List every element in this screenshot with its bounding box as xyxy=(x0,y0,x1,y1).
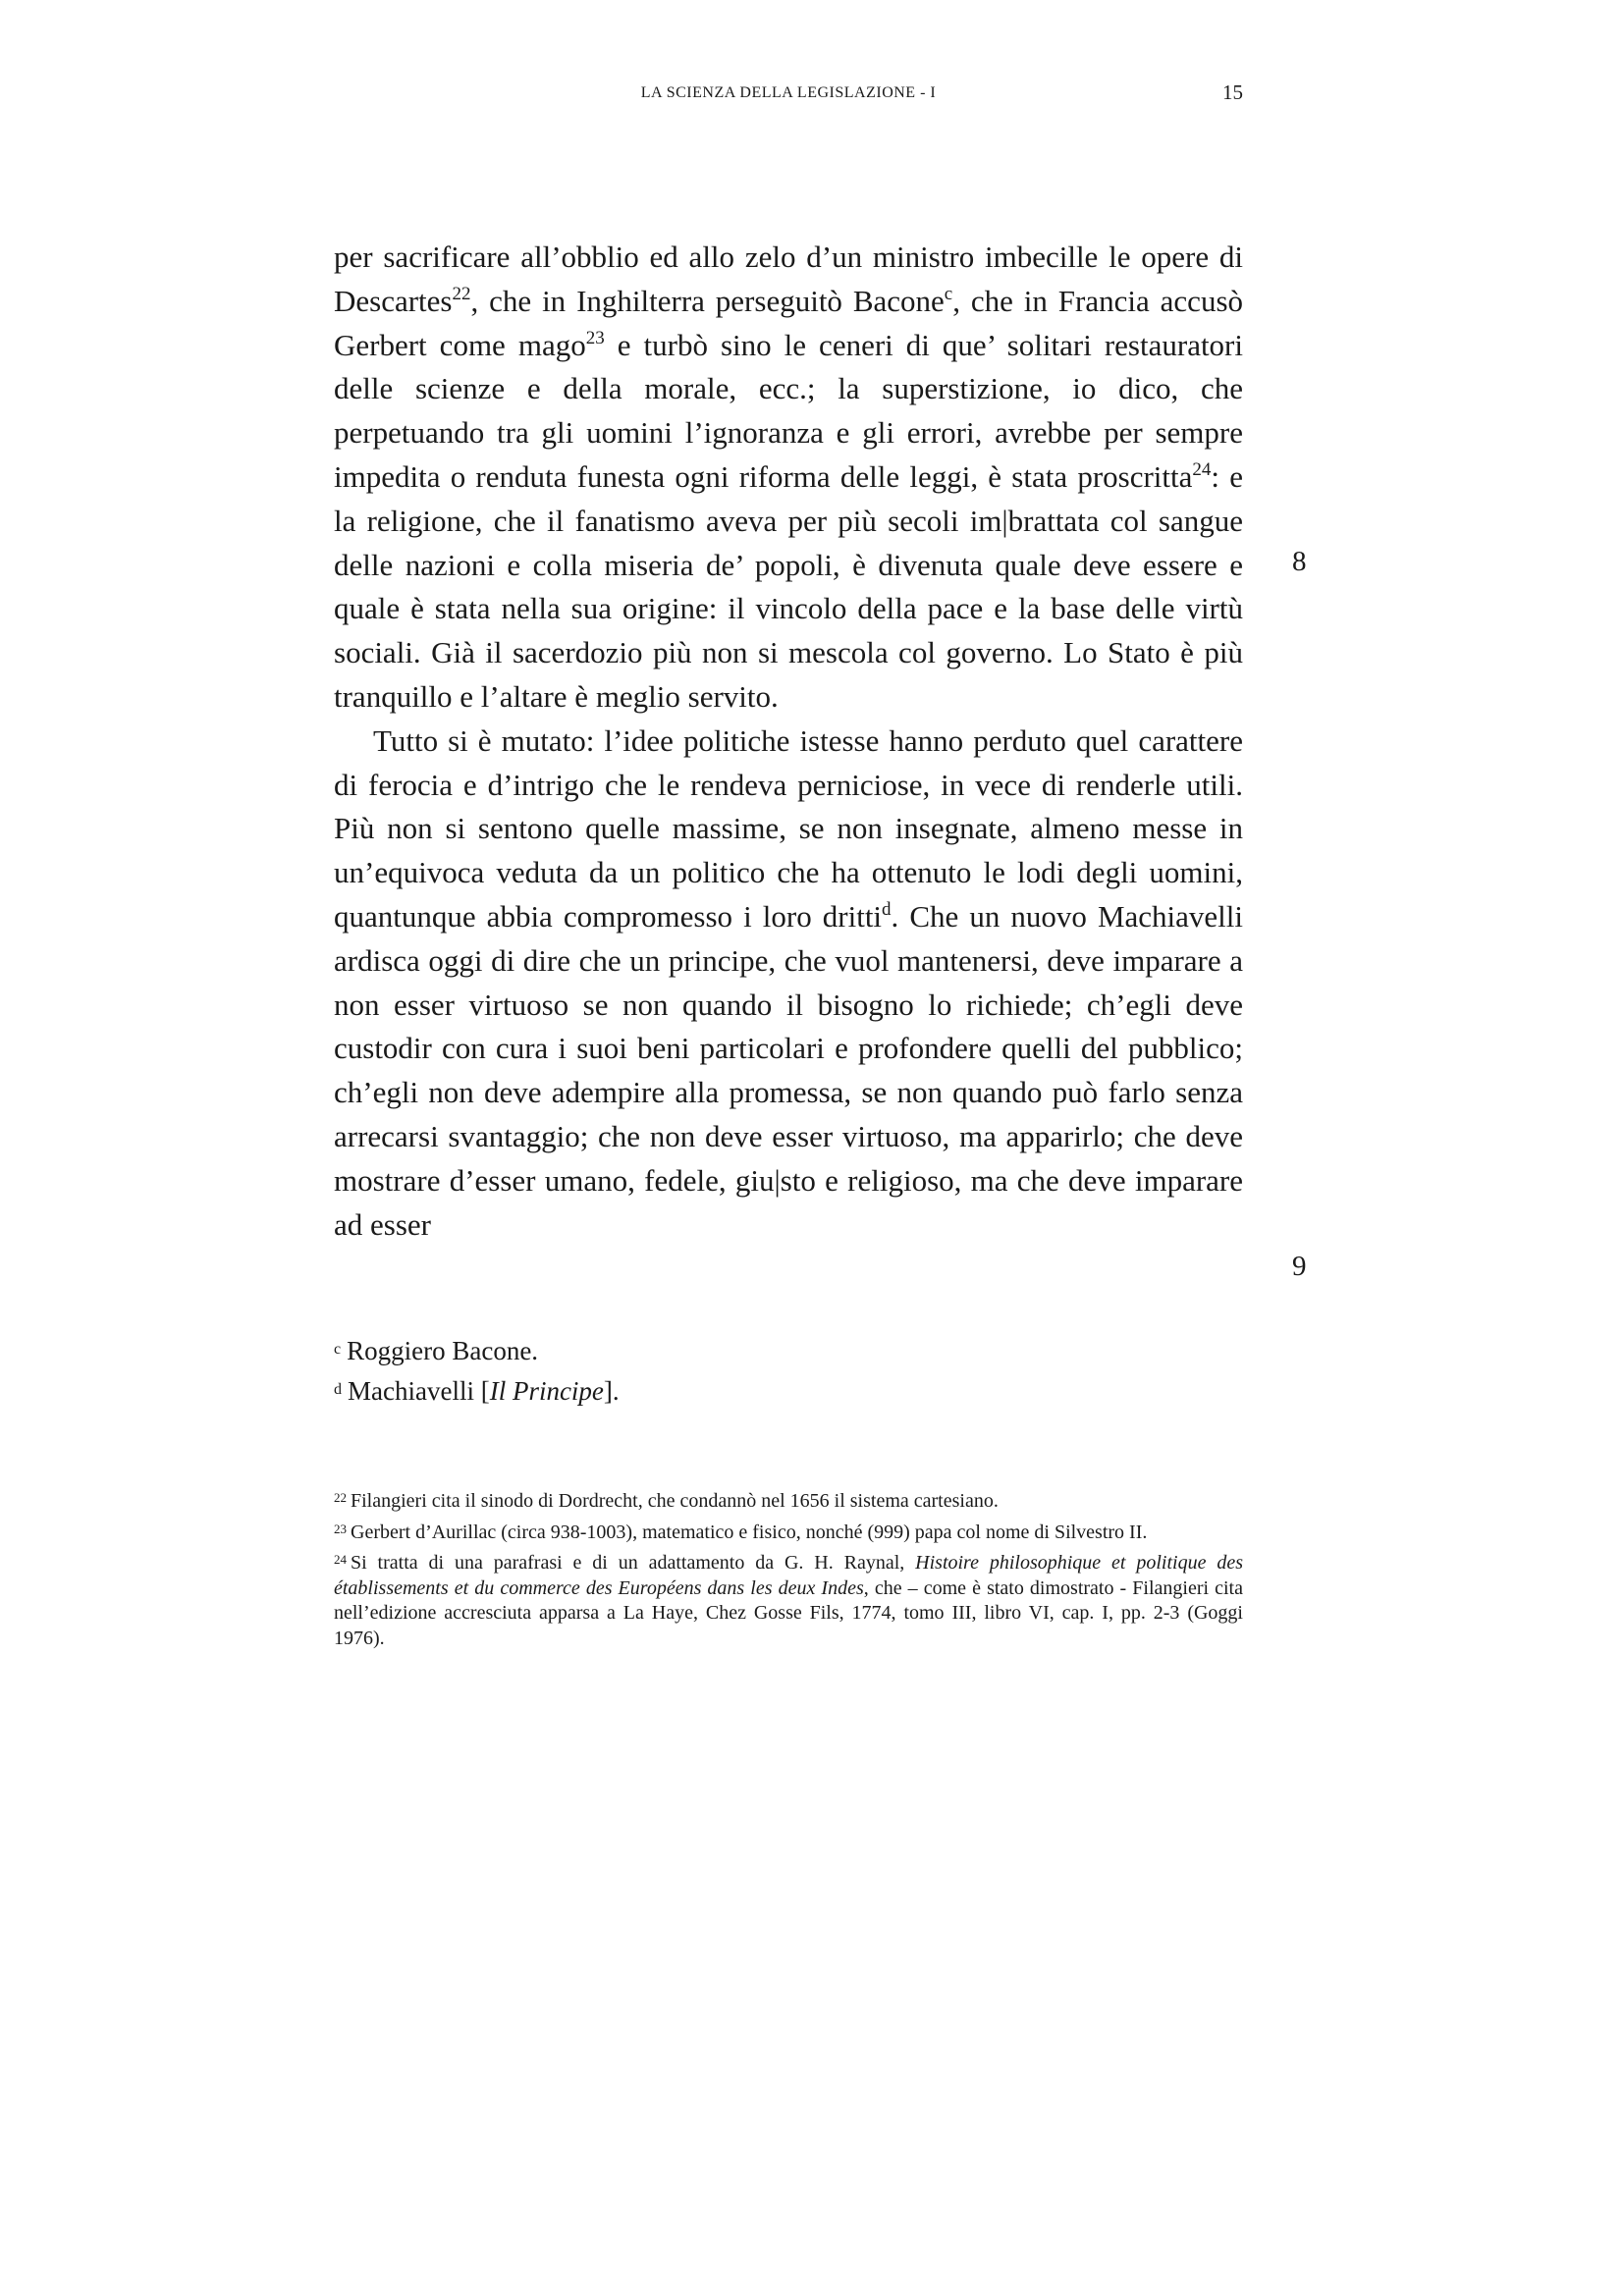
text-run: Tutto si è mutato: l’idee politiche istesse hanno perduto quel carattere di ferocia e d’intrigo che le rendeva perniciose, in vece di renderle utili. Più non si sentono quelle massime, se non insegnate, almeno messe in un’equivoca veduta da un politico che ha ottenuto le lodi degli uomini, quantunque abbia compromesso i loro dritti xyxy=(334,722,1243,934)
footnote-text: Filangieri cita il sinodo di Dordrecht, che condannò nel 1656 il sistema cartesiano. xyxy=(351,1490,999,1512)
footnote-text: , che – come è stato dimostrato - Filangieri cita nell’edizione accresciuta apparsa a La Haye, Chez Gosse Fils, 1774, tomo III, libro VI, cap. I, pp. 2-3 (Goggi 1976). xyxy=(334,1576,1243,1649)
footnote-number: 24 xyxy=(334,1552,347,1567)
note-ref-d[interactable]: d xyxy=(882,898,892,920)
note-mark: c xyxy=(334,1341,342,1358)
note-text: ]. xyxy=(603,1376,620,1406)
text-run: e turbò sino le ceneri di que’ solitari restauratori delle scienze e della morale, ecc.; la superstizione, io dico, che perpetuando tra gli uomini l’ignoranza e gli errori, avrebbe per sempre impedita o renduta funesta ogni riforma delle leggi, è stata proscritta xyxy=(334,327,1243,494)
paragraph-2 xyxy=(334,720,1243,1248)
letter-note-c xyxy=(334,1330,1243,1370)
text-run: . Che un nuovo Machiavelli ardisca oggi di dire che un principe, che vuol mantenersi, deve imparare a non esser virtuoso se non quando il bisogno lo richiede; ch’egli deve custodir con cura i suoi beni particolari e profondere quelli del pubblico; ch’egli non deve adempire alla promessa, se non quando può farlo senza arrecarsi svantaggio; che non deve esser virtuoso, ma apparirlo; che deve mostrare d’esser umano, fedele, giu|sto e religioso, ma che deve imparare ad esser xyxy=(334,898,1243,1242)
paragraph-1 xyxy=(334,236,1243,720)
text-run: , che in Francia accusò Gerbert come mago xyxy=(334,283,1244,362)
footnote-23 xyxy=(334,1517,1243,1546)
note-ref-c[interactable]: c xyxy=(944,283,953,304)
letter-note-d xyxy=(334,1370,1243,1411)
page-number: 15 xyxy=(1222,80,1243,104)
running-head xyxy=(334,80,1243,110)
running-title: LA SCIENZA DELLA LEGISLAZIONE - I xyxy=(640,84,937,101)
letter-notes xyxy=(334,1330,1243,1411)
main-text xyxy=(334,236,1243,1247)
text-run: : e la religione, che il fanatismo aveva per più secoli im|brattata col sangue delle nazioni e colla miseria de’ popoli, è divenuta quale deve essere e quale è stata nella sua origine: il vincolo della pace e la base delle virtù sociali. Già il sacerdozio più non si mescola col governo. Lo Stato è più tranquillo e l’altare è meglio servito. xyxy=(334,458,1244,714)
footnote-ref-22[interactable]: 22 xyxy=(452,283,471,304)
note-mark: d xyxy=(334,1381,342,1398)
footnote-number: 23 xyxy=(334,1521,347,1536)
footnote-ref-23[interactable]: 23 xyxy=(585,327,605,348)
footnotes xyxy=(334,1485,1243,1653)
text-run: per sacrificare all’obblio ed allo zelo d’un ministro imbecille le opere di Descartes xyxy=(334,240,1243,318)
footnote-text: Gerbert d’Aurillac (circa 938-1003), matematico e fisico, nonché (999) papa col nome di Silvestro II. xyxy=(351,1521,1148,1543)
note-text: Roggiero Bacone. xyxy=(347,1336,539,1365)
footnote-number: 22 xyxy=(334,1490,347,1505)
footnote-ref-24[interactable]: 24 xyxy=(1192,458,1212,480)
text-run: , che in Inghilterra perseguitò Bacone xyxy=(470,283,945,318)
footnote-text: Si tratta di una parafrasi e di un adattamento da G. H. Raynal, xyxy=(351,1552,916,1574)
footnote-italic-title: Histoire philosophique et politique des établissements et du commerce des Européens dans les deux Indes xyxy=(334,1552,1244,1599)
note-italic-title: Il Principe xyxy=(489,1376,604,1406)
margin-page-number: 8 xyxy=(1292,546,1307,577)
note-text: Machiavelli [ xyxy=(348,1376,490,1406)
footnote-24 xyxy=(334,1547,1243,1651)
margin-page-number: 9 xyxy=(1292,1251,1307,1282)
footnote-22 xyxy=(334,1485,1243,1515)
